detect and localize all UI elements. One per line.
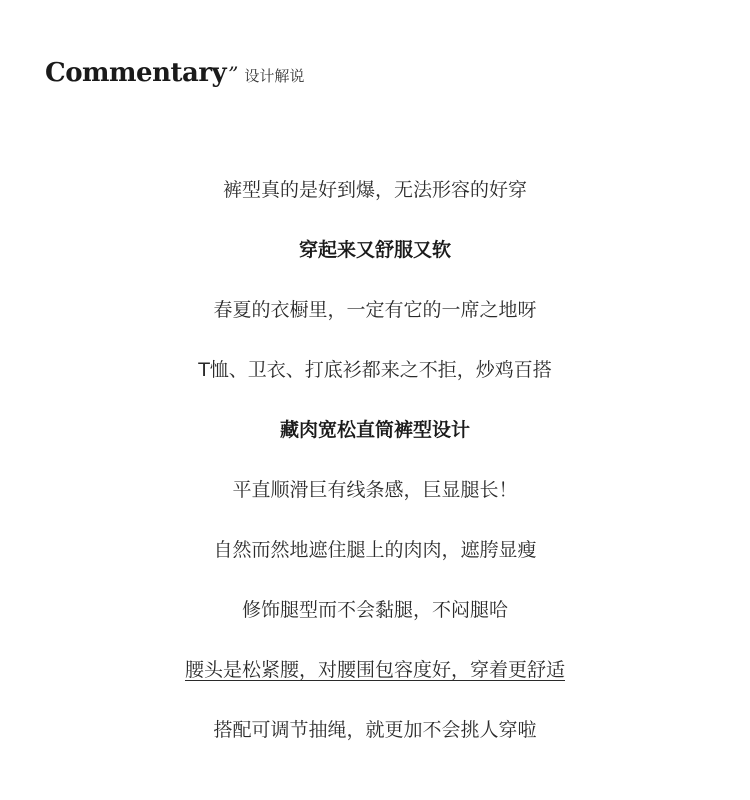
commentary-header	[45, 58, 304, 88]
commentary-subtitle: 设计解说	[244, 67, 305, 85]
description-line: 腰头是松紧腰，对腰围包容度好，穿着更舒适	[184, 659, 565, 681]
description-line: 春夏的衣橱里，一定有它的一席之地呀	[213, 299, 537, 321]
description-line: 搭配可调节抽绳，就更加不会挑人穿啦	[213, 719, 537, 741]
quote-mark: ”	[228, 62, 239, 86]
description-line: 平直顺滑巨有线条感，巨显腿长！	[232, 479, 518, 501]
description-line: 藏肉宽松直筒裤型设计	[279, 419, 470, 441]
description-line: 穿起来又舒服又软	[298, 239, 451, 261]
description-lines	[0, 176, 750, 776]
description-line: T恤、卫衣、打底衫都来之不拒，炒鸡百搭	[198, 359, 552, 381]
description-line: 裤型真的是好到爆，无法形容的好穿	[222, 179, 527, 201]
commentary-title: Commentary	[45, 58, 227, 88]
description-line: 自然而然地遮住腿上的肉肉，遮胯显瘦	[213, 539, 537, 561]
description-line: 修饰腿型而不会黏腿，不闷腿哈	[241, 599, 508, 621]
